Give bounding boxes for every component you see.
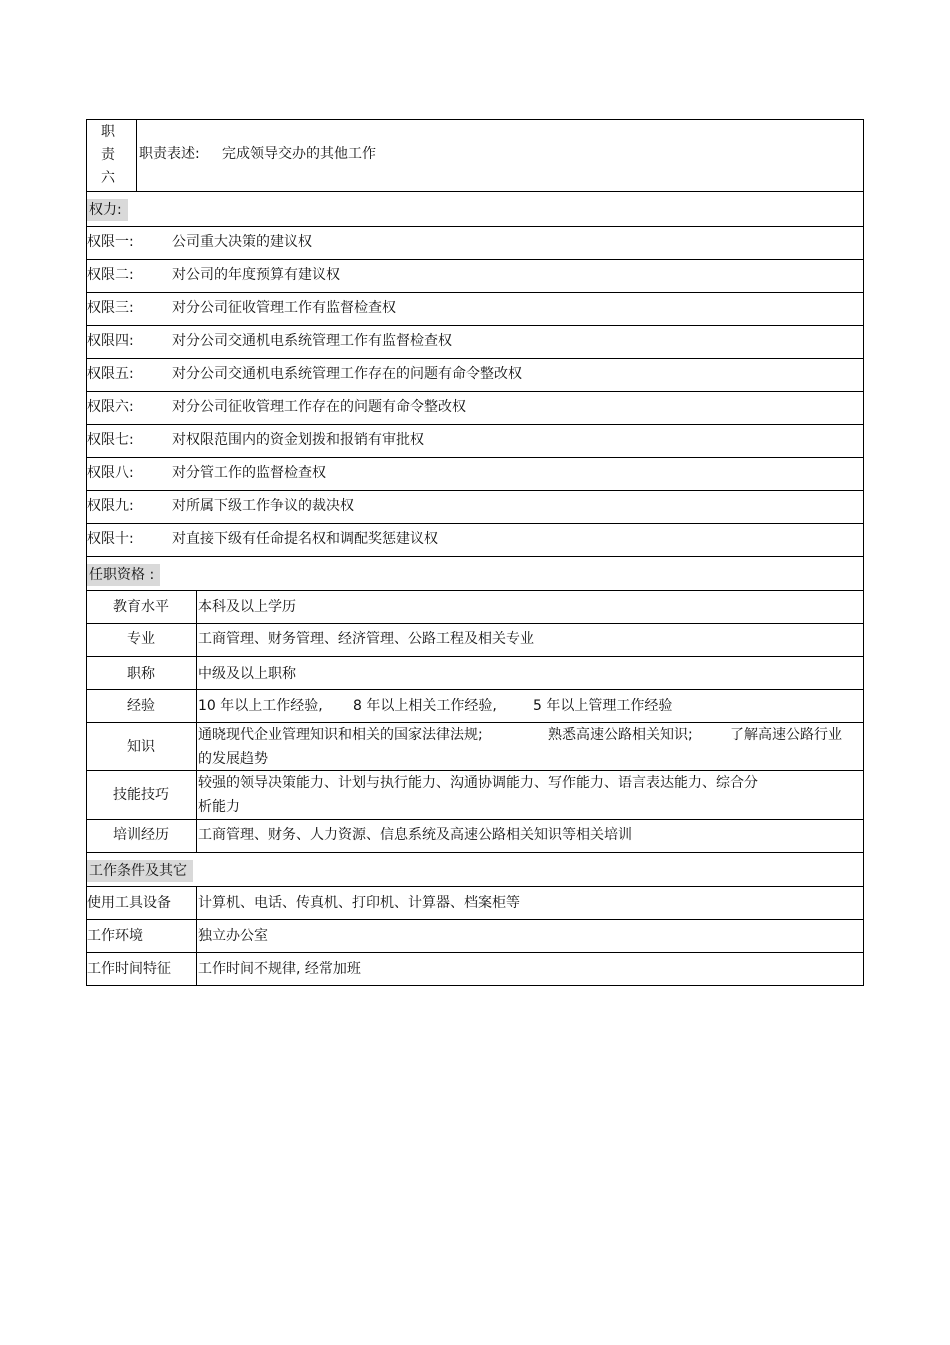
major-value: 工商管理、财务管理、经济管理、公路工程及相关专业 [198, 631, 534, 647]
authority-row [86, 391, 864, 424]
training-value: 工商管理、财务、人力资源、信息系统及高速公路相关知识等相关培训 [198, 827, 632, 843]
qualification-row-skills [86, 770, 864, 819]
knowledge-part-2: 熟悉高速公路相关知识; [548, 727, 693, 743]
authority-text: 对公司的年度预算有建议权 [172, 267, 340, 283]
qualification-row-training [86, 819, 864, 852]
condition-row-environment [86, 919, 864, 952]
title-value: 中级及以上职称 [198, 666, 296, 682]
knowledge-label: 知识 [127, 739, 155, 755]
authority-label: 权限十: [87, 531, 134, 547]
qualification-row-knowledge [86, 722, 864, 770]
authority-label: 权限六: [87, 399, 134, 415]
qualification-row-title [86, 656, 864, 689]
authority-section-header [86, 191, 864, 226]
authority-text: 对分公司交通机电系统管理工作有监督检查权 [172, 333, 452, 349]
experience-part-2: 8 年以上相关工作经验, [353, 698, 497, 714]
experience-label: 经验 [127, 698, 155, 714]
education-value: 本科及以上学历 [198, 599, 296, 615]
authority-text: 对分公司征收管理工作存在的问题有命令整改权 [172, 399, 466, 415]
authority-row [86, 259, 864, 292]
hours-value: 工作时间不规律, 经常加班 [198, 961, 361, 977]
title-label: 职称 [127, 666, 155, 682]
authority-text: 对直接下级有任命提名权和调配奖惩建议权 [172, 531, 438, 547]
environment-label: 工作环境 [87, 928, 143, 944]
qualification-row-education [86, 590, 864, 623]
qualification-row-major [86, 623, 864, 656]
condition-row-tools [86, 886, 864, 919]
duty-six-label-char-2: 责 [101, 147, 115, 163]
duty-six-row [86, 119, 864, 191]
authority-row [86, 226, 864, 259]
conditions-section-header [86, 852, 864, 886]
skills-label: 技能技巧 [113, 787, 169, 803]
authority-text: 对分公司征收管理工作有监督检查权 [172, 300, 396, 316]
authority-label: 权限九: [87, 498, 134, 514]
training-label: 培训经历 [113, 827, 169, 843]
job-description-table [86, 119, 864, 986]
authority-label: 权限七: [87, 432, 134, 448]
qualifications-section-header [86, 556, 864, 590]
hours-label: 工作时间特征 [87, 961, 171, 977]
authority-row [86, 457, 864, 490]
duty-six-desc-text: 完成领导交办的其他工作 [222, 146, 376, 162]
experience-part-1: 10 年以上工作经验, [198, 698, 323, 714]
authority-row [86, 523, 864, 556]
authority-row [86, 424, 864, 457]
skills-line-2: 析能力 [198, 799, 240, 815]
authority-row [86, 358, 864, 391]
qualifications-header-label: 任职资格 : [87, 564, 160, 586]
experience-part-3: 5 年以上管理工作经验 [533, 698, 673, 714]
authority-label: 权限五: [87, 366, 134, 382]
condition-row-hours [86, 952, 864, 986]
qualification-row-experience [86, 689, 864, 722]
knowledge-part-1: 通晓现代企业管理知识和相关的国家法律法规; [198, 727, 483, 743]
environment-value: 独立办公室 [198, 928, 268, 944]
authority-header-label: 权力: [87, 199, 128, 221]
conditions-header-label: 工作条件及其它 [87, 860, 193, 882]
tools-value: 计算机、电话、传真机、打印机、计算器、档案柜等 [198, 895, 520, 911]
authority-row [86, 292, 864, 325]
knowledge-part-3: 了解高速公路行业 [730, 727, 842, 743]
authority-label: 权限一: [87, 234, 134, 250]
authority-label: 权限四: [87, 333, 134, 349]
skills-line-1: 较强的领导决策能力、计划与执行能力、沟通协调能力、写作能力、语言表达能力、综合分 [198, 775, 758, 791]
authority-label: 权限八: [87, 465, 134, 481]
duty-six-label-char-3: 六 [101, 170, 115, 186]
knowledge-line-2: 的发展趋势 [198, 751, 268, 767]
authority-text: 对分管工作的监督检查权 [172, 465, 326, 481]
authority-text: 公司重大决策的建议权 [172, 234, 312, 250]
authority-text: 对所属下级工作争议的裁决权 [172, 498, 354, 514]
authority-row [86, 490, 864, 523]
major-label: 专业 [127, 631, 155, 647]
authority-row [86, 325, 864, 358]
authority-text: 对分公司交通机电系统管理工作存在的问题有命令整改权 [172, 366, 522, 382]
education-label: 教育水平 [113, 599, 169, 615]
authority-label: 权限三: [87, 300, 134, 316]
tools-label: 使用工具设备 [87, 895, 171, 911]
authority-list [86, 226, 864, 556]
duty-six-label-char-1: 职 [101, 124, 115, 140]
duty-six-desc-label: 职责表述: [139, 146, 200, 162]
authority-label: 权限二: [87, 267, 134, 283]
authority-text: 对权限范围内的资金划拨和报销有审批权 [172, 432, 424, 448]
